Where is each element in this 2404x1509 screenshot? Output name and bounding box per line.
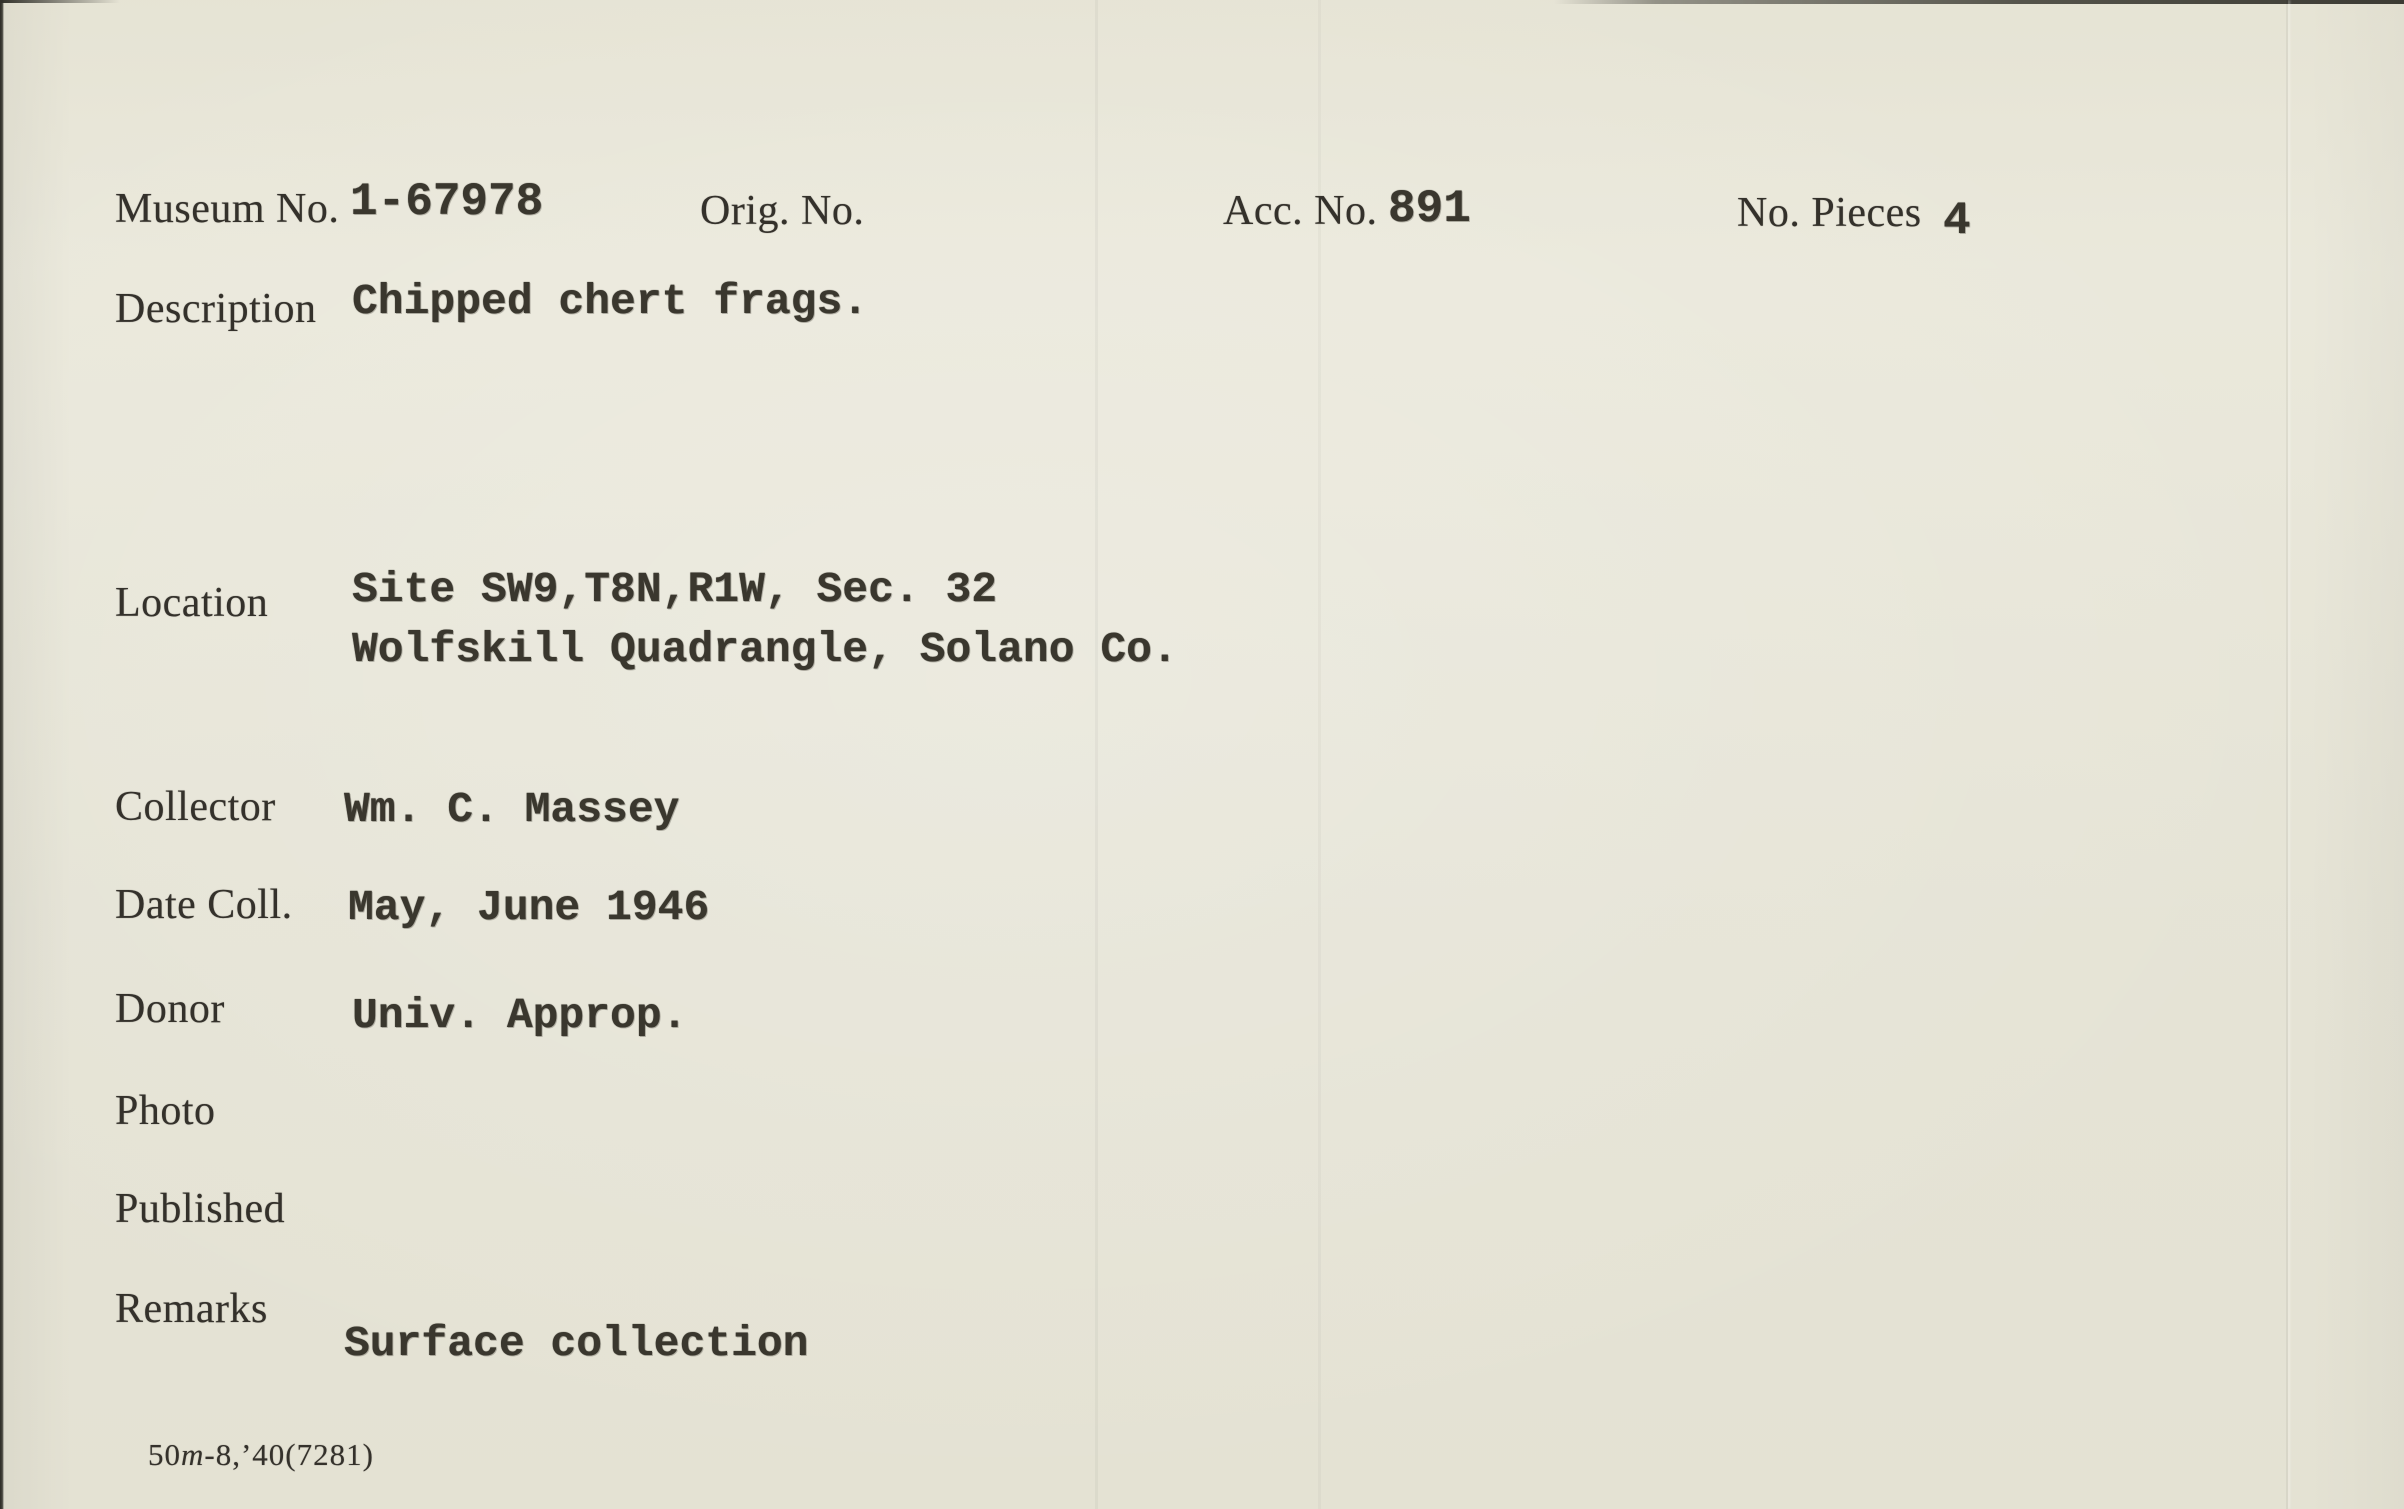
scan-crease bbox=[2286, 0, 2288, 1509]
print-code-suffix: -8,’40(7281) bbox=[204, 1437, 374, 1472]
photo-label: Photo bbox=[115, 1088, 216, 1134]
acc-no-label: Acc. No. bbox=[1223, 188, 1378, 234]
donor-value: Univ. Approp. bbox=[352, 991, 688, 1040]
print-code bbox=[113, 1408, 374, 1501]
description-value: Chipped chert frags. bbox=[352, 277, 869, 326]
collector-value: Wm. C. Massey bbox=[344, 785, 680, 834]
print-code-prefix: 50 bbox=[148, 1437, 181, 1472]
donor-label: Donor bbox=[115, 986, 225, 1032]
no-pieces-value: 4 bbox=[1943, 195, 1971, 247]
museum-no-label: Museum No. bbox=[115, 186, 340, 232]
remarks-label: Remarks bbox=[115, 1286, 268, 1332]
location-label: Location bbox=[115, 580, 269, 626]
date-coll-label: Date Coll. bbox=[115, 882, 293, 928]
location-value-line2: Wolfskill Quadrangle, Solano Co. bbox=[352, 625, 1178, 674]
print-code-italic: m bbox=[181, 1437, 205, 1472]
description-label: Description bbox=[115, 286, 317, 332]
remarks-value: Surface collection bbox=[344, 1319, 809, 1368]
collector-label: Collector bbox=[115, 784, 276, 830]
card-edge-top-right bbox=[1554, 0, 2404, 4]
card-edge-top-left bbox=[0, 0, 120, 3]
orig-no-label: Orig. No. bbox=[700, 188, 865, 234]
no-pieces-label: No. Pieces bbox=[1737, 190, 1922, 236]
location-value-line1: Site SW9,T8N,R1W, Sec. 32 bbox=[352, 565, 998, 614]
published-label: Published bbox=[115, 1186, 286, 1232]
scan-crease bbox=[1095, 0, 1098, 1509]
date-coll-value: May, June 1946 bbox=[348, 883, 710, 932]
museum-no-value: 1-67978 bbox=[350, 176, 544, 228]
card-edge-left bbox=[0, 0, 4, 1509]
acc-no-value: 891 bbox=[1388, 183, 1471, 235]
